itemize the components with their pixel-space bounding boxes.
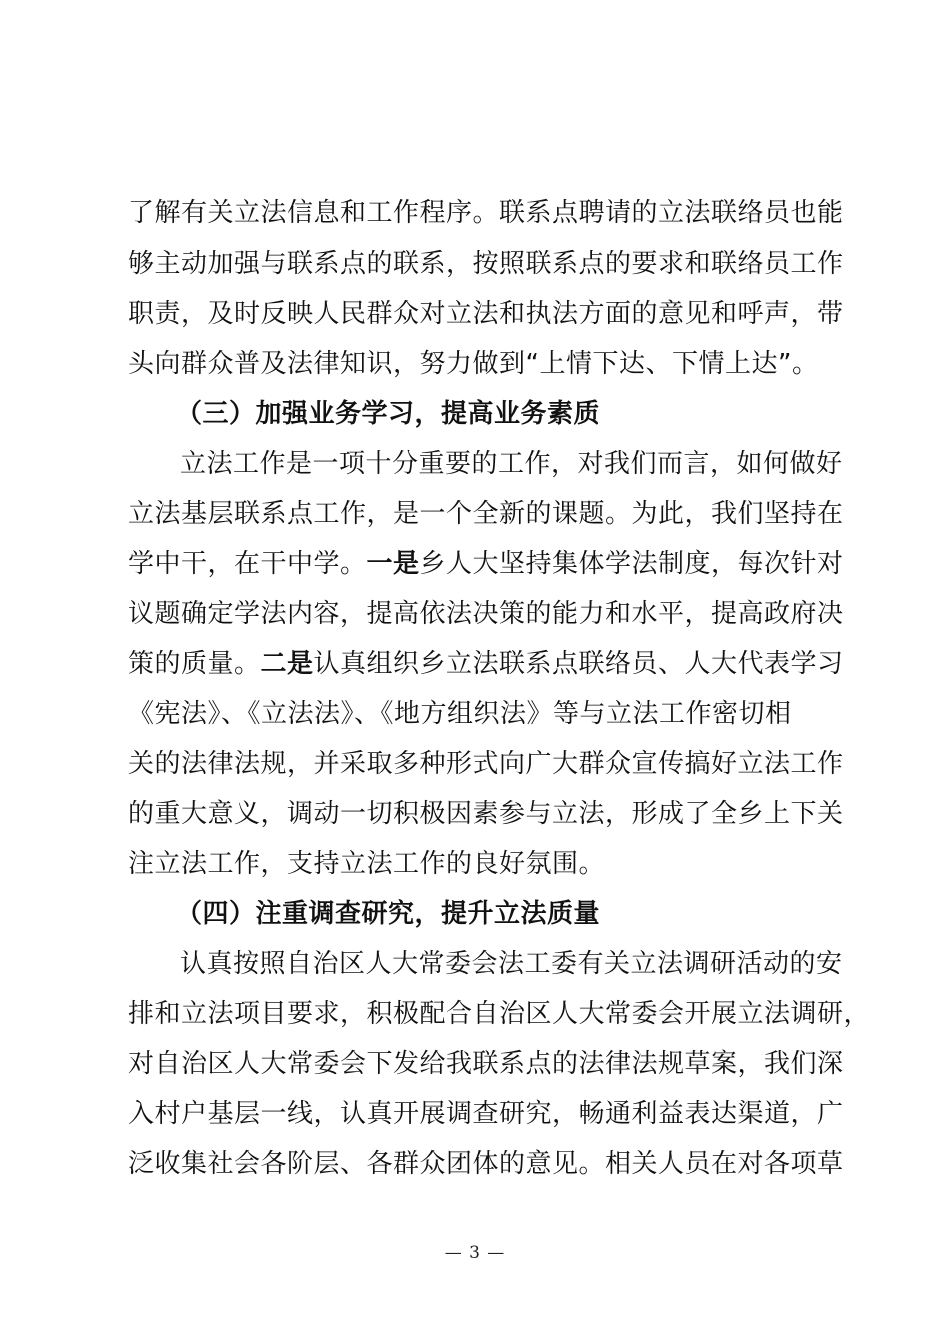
- emphasis-text: 二是: [260, 649, 314, 679]
- paragraph-line: 关的法律法规，并采取多种形式向广大群众宣传搞好立法工作: [128, 749, 844, 779]
- section-heading-4: （四）注重调查研究，提升立法质量: [176, 899, 601, 929]
- paragraph-line: 头向群众普及法律知识，努力做到“上情下达、下情上达”。: [128, 349, 819, 379]
- paragraph-line: 对自治区人大常委会下发给我联系点的法律法规草案，我们深: [128, 1049, 844, 1079]
- paragraph-line: 立法工作是一项十分重要的工作，对我们而言，如何做好: [180, 449, 843, 479]
- paragraph-line: 注立法工作，支持立法工作的良好氛围。: [128, 849, 606, 879]
- emphasis-text: 一是: [366, 549, 420, 579]
- paragraph-line: 入村户基层一线，认真开展调查研究，畅通利益表达渠道，广: [128, 1099, 844, 1129]
- paragraph-line: 排和立法项目要求，积极配合自治区人大常委会开展立法调研，: [128, 999, 871, 1029]
- paragraph-line: [128, 548, 844, 580]
- section-heading-3: （三）加强业务学习，提高业务素质: [176, 399, 601, 429]
- page-number: — 3 —: [444, 1243, 506, 1263]
- text-run: 学中干，在干中学。: [128, 549, 367, 579]
- text-run: 乡人大坚持集体学法制度，每次针对: [419, 549, 844, 579]
- paragraph-line: [128, 648, 844, 680]
- paragraph-line: 的重大意义，调动一切积极因素参与立法，形成了全乡上下关: [128, 799, 844, 829]
- paragraph-line: 泛收集社会各阶层、各群众团体的意见。相关人员在对各项草: [128, 1149, 844, 1179]
- text-run: 策的质量。: [128, 649, 261, 679]
- paragraph-line: 立法基层联系点工作，是一个全新的课题。为此，我们坚持在: [128, 499, 844, 529]
- paragraph-line: 《宪法》、《立法法》、《地方组织法》等与立法工作密切相: [128, 699, 792, 729]
- text-run: 认真组织乡立法联系点联络员、人大代表学习: [313, 649, 844, 679]
- paragraph-line: 认真按照自治区人大常委会法工委有关立法调研活动的安: [180, 949, 843, 979]
- paragraph-line: 了解有关立法信息和工作程序。联系点聘请的立法联络员也能: [128, 198, 844, 228]
- paragraph-line: 职责，及时反映人民群众对立法和执法方面的意见和呼声，带: [128, 299, 844, 329]
- paragraph-line: 够主动加强与联系点的联系，按照联系点的要求和联络员工作: [128, 249, 844, 279]
- paragraph-line: 议题确定学法内容，提高依法决策的能力和水平，提高政府决: [128, 599, 844, 629]
